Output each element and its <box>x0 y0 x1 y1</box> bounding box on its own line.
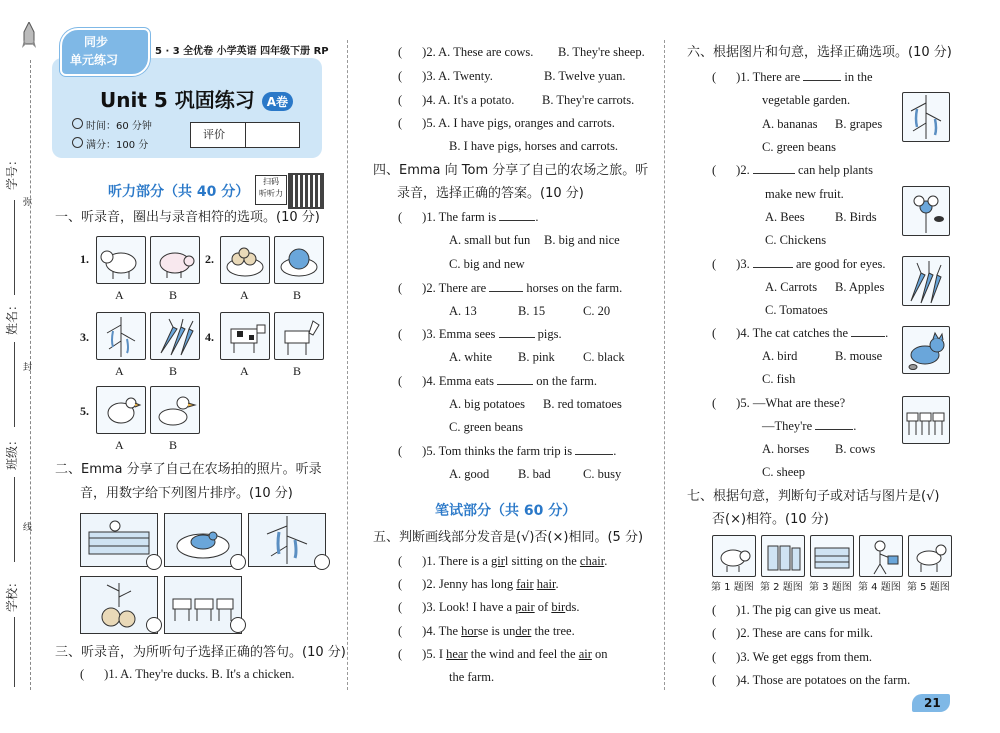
s6-q2-continued: make new fruit. <box>765 187 844 201</box>
badge-line1: 同步 <box>84 35 109 49</box>
cow-picture[interactable] <box>220 312 270 360</box>
seal-feng: 封 <box>23 363 33 373</box>
option-b-label: B <box>293 364 302 378</box>
section-7-title-line1: 七、根据句意，判断句子或对话与图片是(√) <box>687 489 940 504</box>
order-circle[interactable] <box>230 617 246 633</box>
time-info: 时间：60 分钟 <box>72 118 152 135</box>
s3-q2-option-b: B. They're sheep. <box>558 45 645 59</box>
s3-q3-option-b: B. Twelve yuan. <box>544 69 626 83</box>
option-a-label: A <box>115 364 124 378</box>
student-id-line <box>14 200 15 295</box>
q7-caption: 第 1 题图 <box>711 582 754 593</box>
option-b-label: B <box>169 364 178 378</box>
s4-question-2: ( )2. There are horses on the farm. <box>398 281 623 295</box>
s4-q5-option-a: A. good <box>449 467 490 481</box>
cat-mouse-picture <box>902 326 950 374</box>
s4-question-1: ( )1. The farm is . <box>398 210 539 224</box>
s6-q2-option-c: C. Chickens <box>765 233 827 247</box>
s7-question-2: ( )2. These are cans for milk. <box>712 626 874 640</box>
s7-question-1: ( )1. The pig can give us meat. <box>712 603 882 617</box>
s3-question-3: ( )3. A. Twenty. <box>398 69 493 83</box>
badge-line2: 单元练习 <box>70 53 119 67</box>
sheep-picture[interactable] <box>96 236 146 284</box>
s6-q4-option-b: B. mouse <box>835 349 883 363</box>
rocket-icon <box>22 22 36 56</box>
s6-q1-continued: vegetable garden. <box>762 93 851 107</box>
series-title: 5 · 3 全优卷 小学英语 四年级下册 RP <box>155 46 329 57</box>
student-id-label: 学号： <box>5 153 19 190</box>
order-circle[interactable] <box>314 554 330 570</box>
s4-q3-option-a: A. white <box>449 350 493 364</box>
volume-badge: A卷 <box>262 92 293 111</box>
s6-q4-option-a: A. bird <box>762 349 798 363</box>
school-line <box>14 617 15 687</box>
s6-question-1: ( )1. There are in the <box>712 70 873 84</box>
item-number: 5. <box>80 404 89 418</box>
s6-question-2: ( )2. can help plants <box>712 163 873 177</box>
s6-q2-option-b: B. Birds <box>835 210 877 224</box>
pig-picture[interactable] <box>150 236 200 284</box>
item-number: 2. <box>205 252 214 266</box>
q7-caption: 第 2 题图 <box>760 582 803 593</box>
s6-q5-option-b: B. cows <box>835 442 876 456</box>
section-2-title-line2: 音，用数字给下列图片排序。(10 分) <box>80 486 293 501</box>
page-number: 21 <box>924 696 941 710</box>
s6-question-5: ( )5. —What are these? <box>712 396 846 410</box>
check-icon <box>72 137 83 148</box>
horses-group-picture <box>902 396 950 444</box>
name-line <box>14 342 15 427</box>
writing-heading: 笔试部分（共 60 分） <box>435 503 577 519</box>
s4-q1-option-b: B. big and nice <box>544 233 620 247</box>
s3-question-4: ( )4. A. It's a potato. <box>398 93 515 107</box>
option-b-label: B <box>169 288 178 302</box>
s5-question-2: ( )2. Jenny has long fair hair. <box>398 577 559 591</box>
s3-q5-option-b: B. I have pigs, horses and carrots. <box>449 139 619 153</box>
section-4-title-line2: 录音，选择正确的答案。(10 分) <box>397 186 584 201</box>
school-label: 学校： <box>5 575 19 612</box>
s6-q5-option-a: A. horses <box>762 442 810 456</box>
s5-question-5: ( )5. I hear the wind and feel the air on <box>398 647 608 661</box>
q7-caption: 第 4 题图 <box>858 582 901 593</box>
s3-question-1: ( )1. A. They're ducks. B. It's a chicken. <box>80 667 295 681</box>
option-a-label: A <box>115 288 124 302</box>
option-a-label: A <box>115 438 124 452</box>
name-label: 姓名： <box>5 298 19 335</box>
q7-picture-3-coop <box>810 535 854 577</box>
scan-tag: 扫码 听听力 <box>255 175 287 205</box>
page-number-badge <box>912 694 950 712</box>
q7-caption: 第 3 题图 <box>809 582 852 593</box>
section-4-title-line1: 四、Emma 向 Tom 分享了自己的农场之旅。听 <box>373 163 649 178</box>
order-circle[interactable] <box>230 554 246 570</box>
option-b-label: B <box>169 438 178 452</box>
s3-question-2: ( )2. A. These are cows. <box>398 45 534 59</box>
s3-question-5: ( )5. A. I have pigs, oranges and carrots. <box>398 116 615 130</box>
s5-question-4: ( )4. The horse is under the tree. <box>398 624 575 638</box>
unit-badge <box>60 28 150 76</box>
carrots-bunch-picture <box>902 256 950 306</box>
s4-q3-option-b: B. pink <box>518 350 555 364</box>
q7-picture-4-farmer <box>859 535 903 577</box>
item-number: 4. <box>205 330 214 344</box>
horse-picture[interactable] <box>274 312 324 360</box>
chicken-picture[interactable] <box>96 386 146 434</box>
s6-q1-option-b: B. grapes <box>835 117 883 131</box>
s6-q5-option-c: C. sheep <box>762 465 806 479</box>
s7-question-3: ( )3. We get eggs from them. <box>712 650 873 664</box>
clock-icon <box>72 118 83 129</box>
class-line <box>14 477 15 562</box>
q7-picture-5-dog <box>908 535 952 577</box>
option-a-label: A <box>240 364 249 378</box>
s6-q3-option-b: B. Apples <box>835 280 885 294</box>
score-info: 满分：100 分 <box>72 137 148 154</box>
s4-q2-option-b: B. 15 <box>518 304 546 318</box>
evaluation-box <box>190 122 300 148</box>
seal-xian: 线 <box>23 523 33 533</box>
s7-question-4: ( )4. Those are potatoes on the farm. <box>712 673 911 687</box>
option-b-label: B <box>293 288 302 302</box>
s5-question-1: ( )1. There is a girl sitting on the chair. <box>398 554 608 568</box>
section-1-title: 一、听录音，圈出与录音相符的选项。(10 分) <box>55 210 320 225</box>
order-circle[interactable] <box>146 617 162 633</box>
s6-q4-option-c: C. fish <box>762 372 796 386</box>
class-label: 班级： <box>5 433 19 470</box>
green-beans-picture[interactable] <box>96 312 146 360</box>
evaluation-label: 评价 <box>203 128 225 141</box>
s4-q2-option-a: A. 13 <box>449 304 477 318</box>
s6-question-3: ( )3. are good for eyes. <box>712 257 886 271</box>
s4-q5-option-c: C. busy <box>583 467 622 481</box>
s6-q2-option-a: A. Bees <box>765 210 805 224</box>
q7-picture-1-pig <box>712 535 756 577</box>
listening-heading: 听力部分（共 40 分） <box>108 184 250 200</box>
s6-q5-reply: —They're . <box>762 419 857 433</box>
s6-q1-option-a: A. bananas <box>762 117 818 131</box>
s4-q5-option-b: B. bad <box>518 467 551 481</box>
s4-q4-option-a: A. big potatoes <box>449 397 526 411</box>
option-a-label: A <box>240 288 249 302</box>
s6-question-4: ( )4. The cat catches the . <box>712 326 889 340</box>
binding-margin <box>0 0 40 733</box>
section-7-title-line2: 否(×)相符。(10 分) <box>712 512 829 527</box>
s4-q3-option-c: C. black <box>583 350 625 364</box>
section-3-title: 三、听录音，为所听句子选择正确的答句。(10 分) <box>55 645 346 660</box>
tomatoes-picture[interactable] <box>274 236 324 284</box>
s5-q5-continued: the farm. <box>449 670 495 684</box>
qr-code-icon <box>288 173 324 209</box>
s4-q4-option-c: C. green beans <box>449 420 523 434</box>
column-divider <box>664 40 665 690</box>
potatoes-picture[interactable] <box>220 236 270 284</box>
s5-question-3: ( )3. Look! I have a pair of birds. <box>398 600 580 614</box>
seal-mi: 弥 <box>23 198 33 208</box>
s4-q2-option-c: C. 20 <box>583 304 611 318</box>
item-number: 1. <box>80 252 89 266</box>
s6-q3-option-c: C. Tomatoes <box>765 303 828 317</box>
section-6-title: 六、根据图片和句意，选择正确选项。(10 分) <box>687 45 952 60</box>
beans-plant-picture <box>902 92 950 142</box>
q7-picture-2-cans <box>761 535 805 577</box>
item-number: 3. <box>80 330 89 344</box>
column-divider <box>347 40 348 690</box>
bee-flower-picture <box>902 186 950 236</box>
s4-q1-option-c: C. big and new <box>449 257 525 271</box>
duck-picture[interactable] <box>150 386 200 434</box>
s4-question-3: ( )3. Emma sees pigs. <box>398 327 562 341</box>
s3-q4-option-b: B. They're carrots. <box>542 93 635 107</box>
q7-caption: 第 5 题图 <box>907 582 950 593</box>
section-2-title-line1: 二、Emma 分享了自己在农场拍的照片。听录 <box>55 462 322 477</box>
s4-question-4: ( )4. Emma eats on the farm. <box>398 374 598 388</box>
unit-title-text: Unit 5 巩固练习 <box>100 88 255 112</box>
order-circle[interactable] <box>146 554 162 570</box>
s4-q1-option-a: A. small but fun <box>449 233 531 247</box>
s4-question-5: ( )5. Tom thinks the farm trip is . <box>398 444 617 458</box>
carrots-picture[interactable] <box>150 312 200 360</box>
section-5-title: 五、判断画线部分发音是(√)否(×)相同。(5 分) <box>373 530 644 545</box>
unit-title <box>100 84 293 113</box>
s6-q1-option-c: C. green beans <box>762 140 836 154</box>
s6-q3-option-a: A. Carrots <box>765 280 818 294</box>
s4-q4-option-b: B. red tomatoes <box>543 397 622 411</box>
